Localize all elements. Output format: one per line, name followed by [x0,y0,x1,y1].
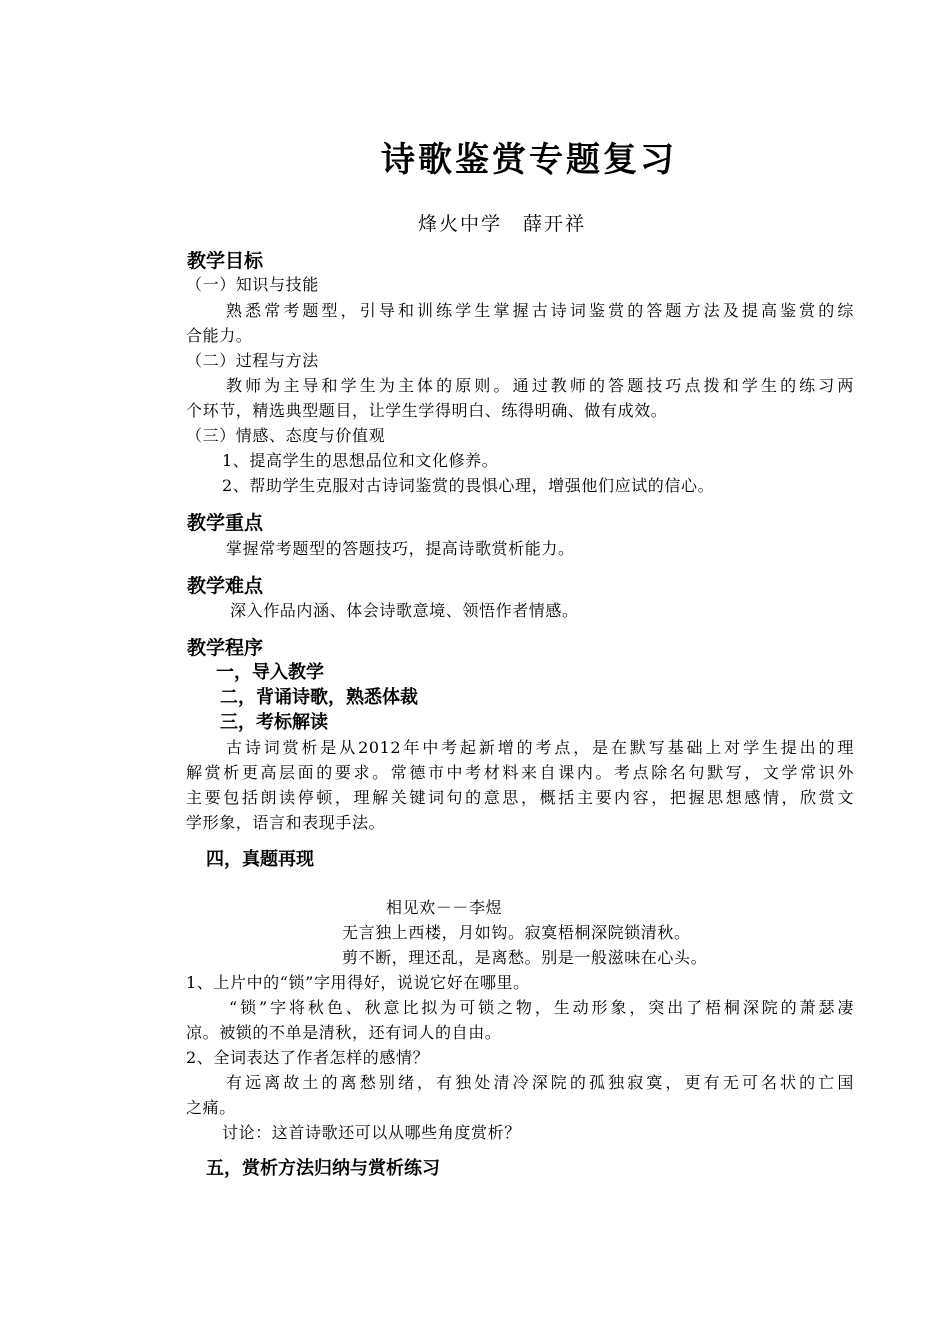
question: 2、全词表达了作者怎样的感情？ [186,1048,430,1067]
paragraph-line: 掌握常考题型的答题技巧，提高诗歌赏析能力。 [226,539,575,558]
answer-line: 之痛。 [186,1098,236,1117]
step-heading: 三，考标解读 [220,712,328,733]
section-heading-goals: 教学目标 [187,250,264,272]
poem-line: 剪不断，理还乱，是离愁。别是一般滋味在心头。 [342,948,708,967]
paragraph-line: 个环节，精选典型题目，让学生学得明白、练得明确、做有成效。 [186,401,668,420]
author-line: 烽火中学 薛开祥 [418,213,587,235]
paragraph-line: 解赏析更高层面的要求。常德市中考材料来自课内。考点除名句默写，文学常识外 [186,763,854,782]
paragraph-line: 主要包括朗读停顿，理解关键词句的意思，概括主要内容，把握思想感情，欣赏文 [186,788,854,807]
paragraph-line: 深入作品内涵、体会诗歌意境、领悟作者情感。 [230,601,579,620]
subheading-knowledge: （一）知识与技能 [186,275,319,294]
document-title: 诗歌鉴赏专题复习 [381,140,677,180]
paragraph-line: 合能力。 [186,326,253,345]
paragraph-line: 古诗词赏析是从2012年中考起新增的考点，是在默写基础上对学生提出的理 [226,738,854,757]
answer-line: 凉。被锁的不单是清秋，还有词人的自由。 [186,1023,502,1042]
subheading-emotion: （三）情感、态度与价值观 [186,426,386,445]
section-heading-key-points: 教学重点 [187,512,264,534]
list-item: 2、帮助学生克服对古诗词鉴赏的畏惧心理，增强他们应试的信心。 [222,476,715,495]
step-heading: 四，真题再现 [206,849,314,870]
section-heading-difficulties: 教学难点 [187,575,264,597]
answer-line: “锁”字将秋色、秋意比拟为可锁之物，生动形象，突出了梧桐深院的萧瑟凄 [229,998,854,1017]
question: 1、上片中的“锁”字用得好，说说它好在哪里。 [186,973,530,992]
step-heading: 二，背诵诗歌，熟悉体裁 [220,687,418,708]
paragraph-line: 熟悉常考题型，引导和训练学生掌握古诗词鉴赏的答题方法及提高鉴赏的综 [226,301,854,320]
paragraph-line: 学形象，语言和表现手法。 [186,813,386,832]
discussion-prompt: 讨论：这首诗歌还可以从哪些角度赏析？ [222,1123,521,1142]
poem-title: 相见欢－－李煜 [386,898,503,917]
list-item: 1、提高学生的思想品位和文化修养。 [222,451,499,470]
section-heading-procedure: 教学程序 [187,637,264,659]
step-heading: 一，导入教学 [216,662,324,683]
subheading-process: （二）过程与方法 [186,351,319,370]
poem-line: 无言独上西楼，月如钩。寂寞梧桐深院锁清秋。 [342,923,691,942]
step-heading: 五，赏析方法归纳与赏析练习 [206,1158,440,1179]
paragraph-line: 教师为主导和学生为主体的原则。通过教师的答题技巧点拨和学生的练习两 [226,376,854,395]
answer-line: 有远离故土的离愁别绪，有独处清冷深院的孤独寂寞，更有无可名状的亡国 [226,1073,854,1092]
